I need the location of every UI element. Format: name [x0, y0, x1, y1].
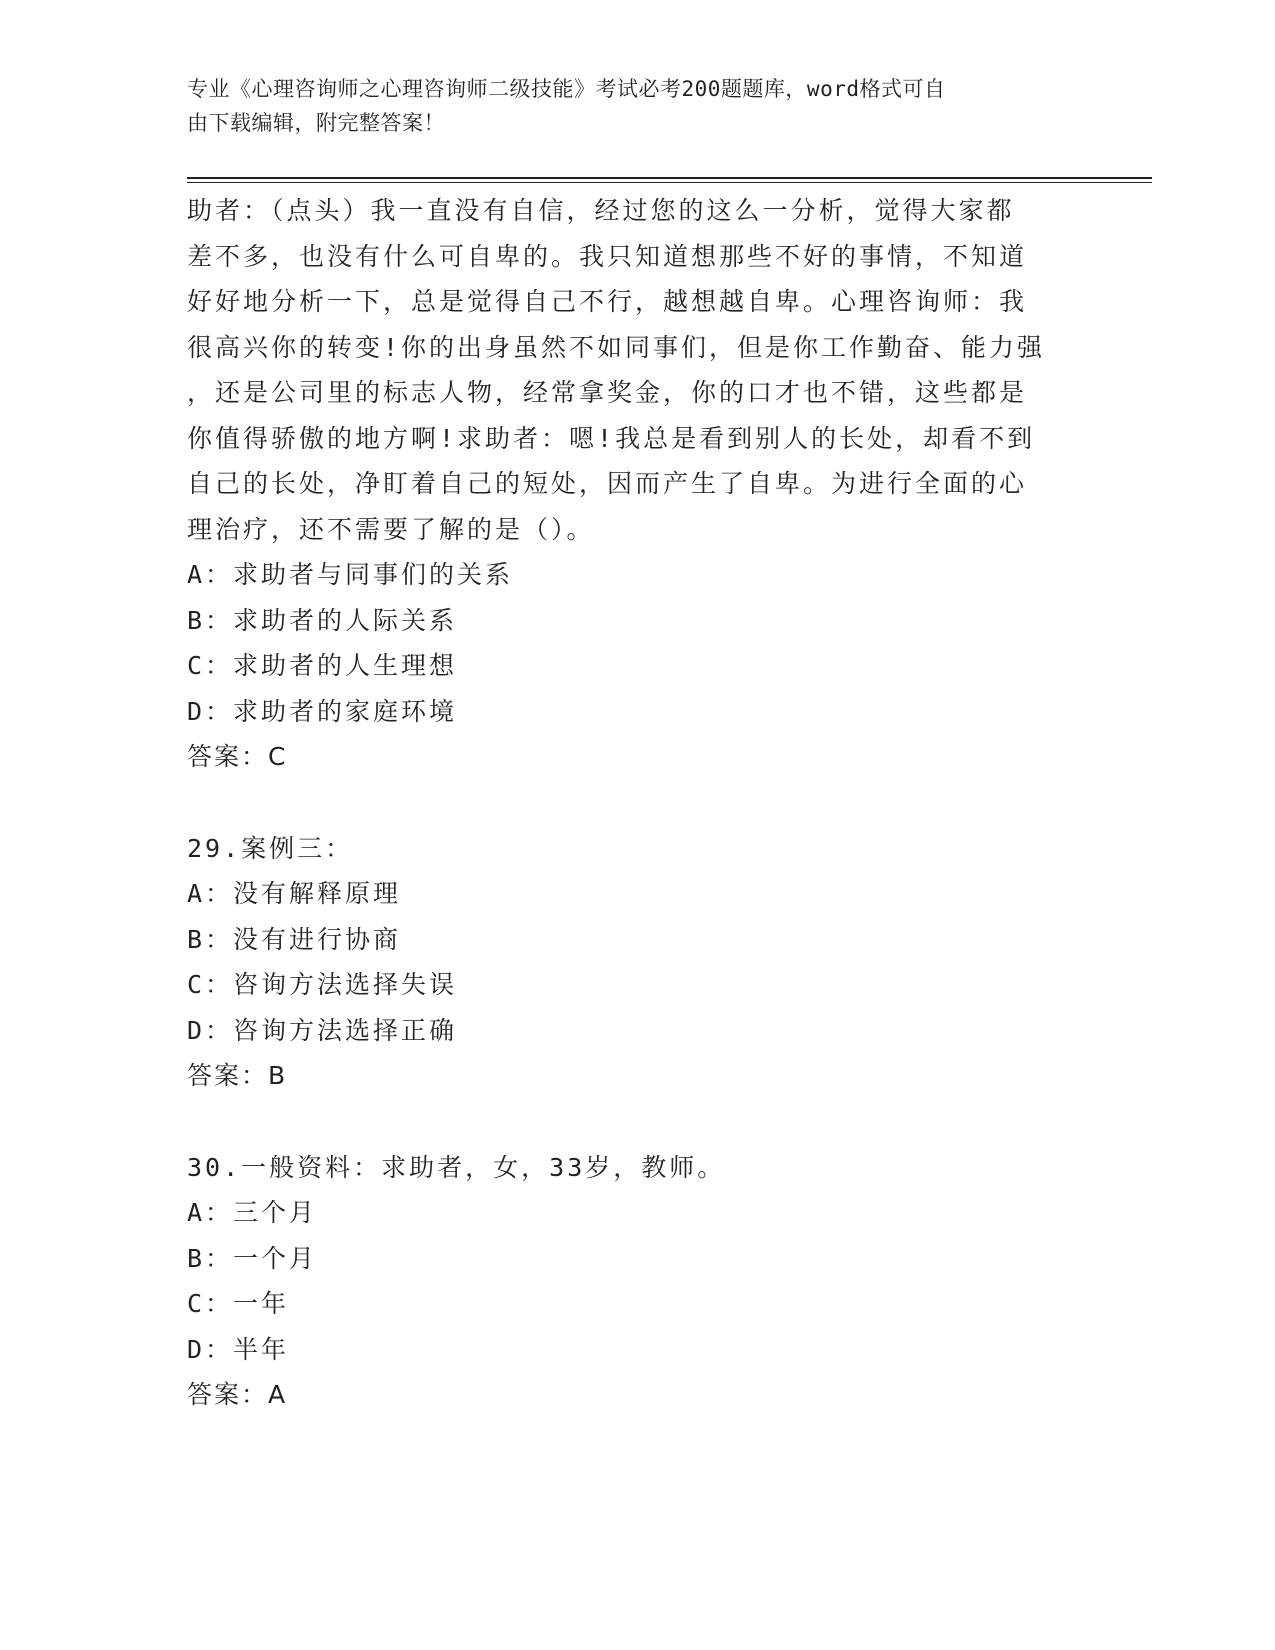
question-28 — [187, 188, 1087, 780]
question-28-stem-line-1: 助者：（点头）我一直没有自信，经过您的这么一分析，觉得大家都 — [187, 196, 1015, 225]
question-30 — [187, 1145, 1087, 1418]
question-28-stem-line-4: 很高兴你的转变!你的出身虽然不如同事们，但是你工作勤奋、能力强 — [187, 332, 1046, 362]
spacer — [187, 780, 1087, 826]
question-28-option-b: B：求助者的人际关系 — [187, 605, 458, 635]
question-29-option-b: B：没有进行协商 — [187, 924, 402, 954]
question-28-stem-line-7: 自己的长处，净盯着自己的短处，因而产生了自卑。为进行全面的心 — [187, 469, 1028, 498]
question-29-option-c: C：咨询方法选择失误 — [187, 970, 458, 999]
spacer — [187, 1099, 1087, 1145]
question-28-option-a: A：求助者与同事们的关系 — [187, 560, 514, 589]
question-29-answer: 答案：B — [187, 1061, 288, 1090]
question-30-answer: 答案：A — [187, 1380, 288, 1409]
header-divider-thin — [187, 182, 1152, 183]
question-29 — [187, 826, 1087, 1099]
question-28-stem-line-6: 你值得骄傲的地方啊!求助者：嗯!我总是看到别人的长处，却看不到 — [187, 423, 1036, 453]
question-content — [187, 188, 1087, 1418]
question-28-answer: 答案：C — [187, 742, 288, 771]
question-30-title: 30.一般资料：求助者，女，33岁，教师。 — [187, 1152, 726, 1182]
question-29-option-a: A：没有解释原理 — [187, 879, 402, 908]
document-header — [187, 72, 1067, 140]
question-28-option-d: D：求助者的家庭环境 — [187, 696, 458, 726]
question-29-title: 29.案例三： — [187, 833, 354, 863]
header-line-1: 专业《心理咨询师之心理咨询师二级技能》考试必考200题题库，word格式可自 — [187, 77, 946, 101]
question-28-stem-line-8: 理治疗，还不需要了解的是（）。 — [187, 514, 595, 544]
question-30-option-b: B：一个月 — [187, 1243, 318, 1273]
header-line-2: 由下载编辑，附完整答案！ — [187, 111, 445, 135]
question-30-option-c: C：一年 — [187, 1289, 290, 1318]
question-28-stem-line-2: 差不多，也没有什么可自卑的。我只知道想那些不好的事情，不知道 — [187, 241, 1028, 271]
header-divider-thick — [187, 177, 1152, 179]
question-30-option-a: A：三个月 — [187, 1198, 318, 1227]
question-29-option-d: D：咨询方法选择正确 — [187, 1015, 458, 1045]
question-30-option-d: D：半年 — [187, 1334, 290, 1364]
question-28-option-c: C：求助者的人生理想 — [187, 651, 458, 680]
question-28-stem-line-3: 好好地分析一下，总是觉得自己不行，越想越自卑。心理咨询师：我 — [187, 287, 1028, 316]
question-28-stem-line-5: ，还是公司里的标志人物，经常拿奖金，你的口才也不错，这些都是 — [187, 378, 1028, 407]
